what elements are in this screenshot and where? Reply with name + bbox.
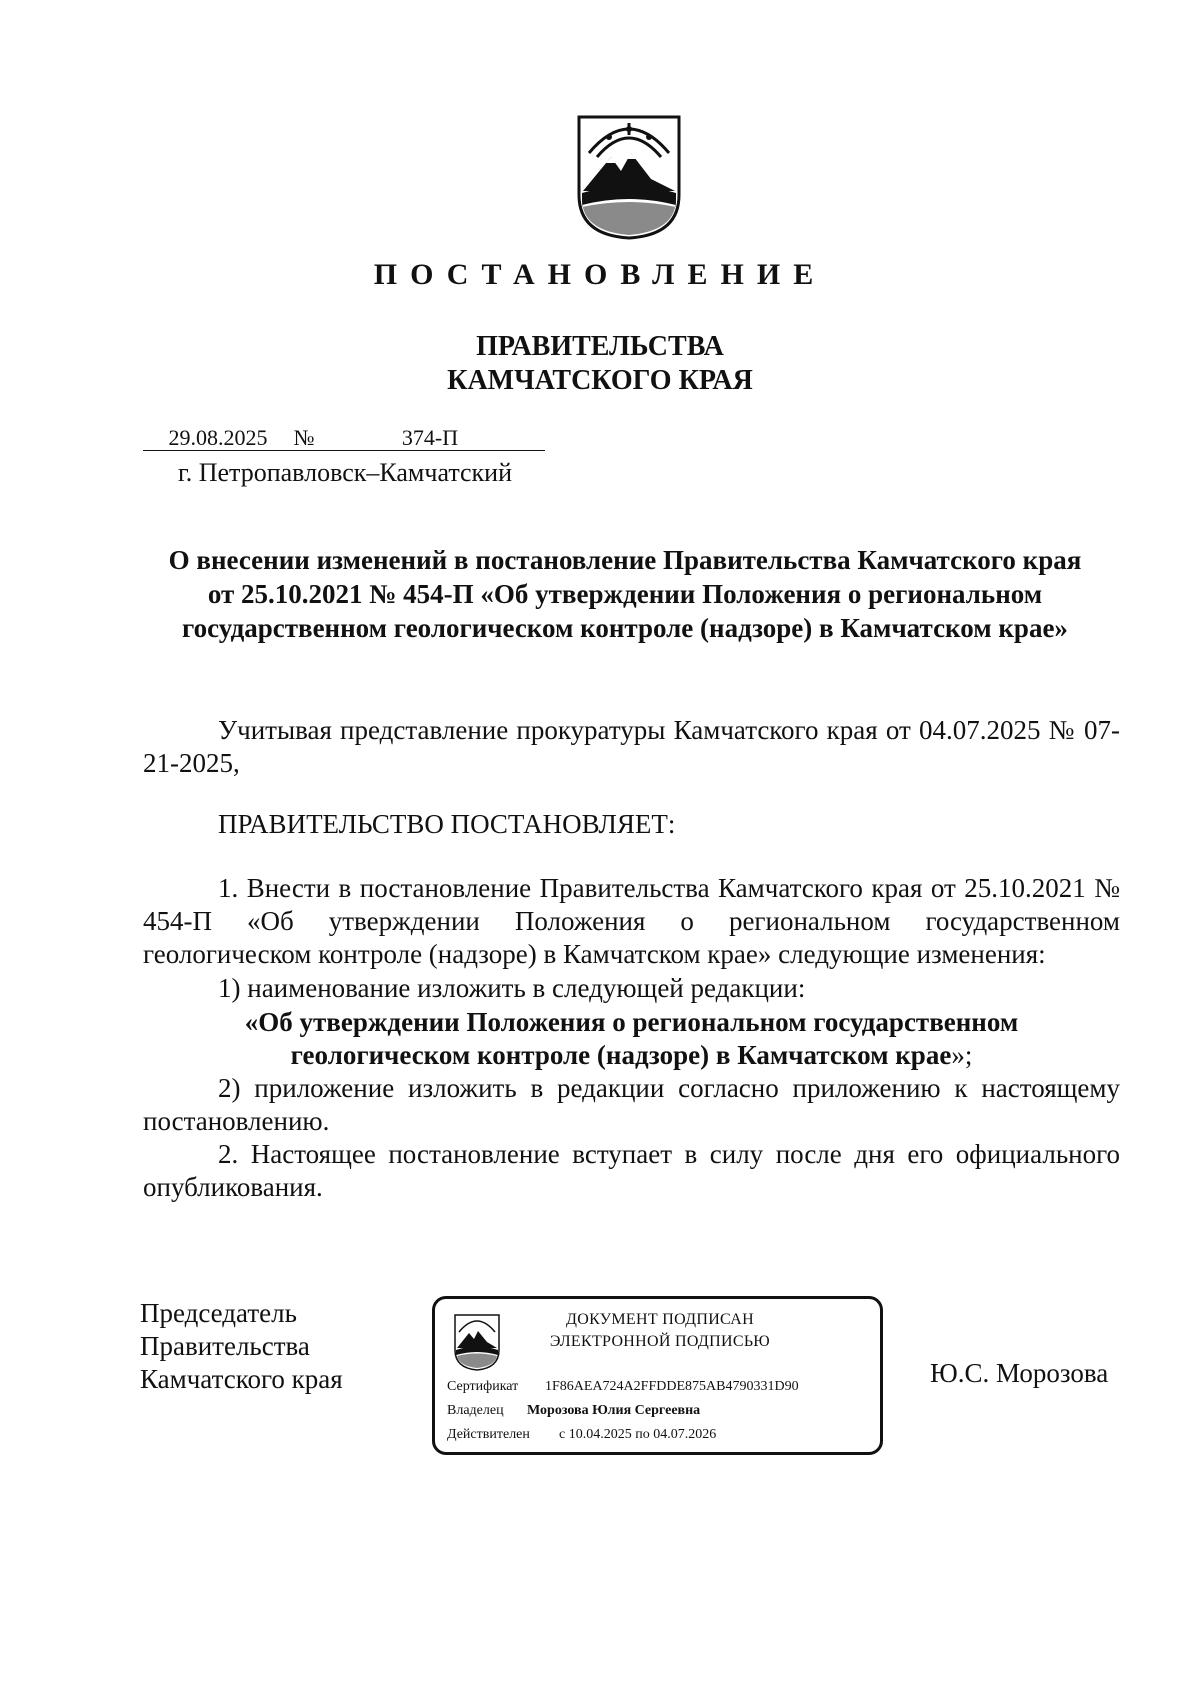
item-2: 2. Настоящее постановление вступает в силу после дня его официального опубликования. <box>143 1139 1120 1202</box>
position-line-3: Камчатского края <box>140 1364 343 1394</box>
new-title-end: »; <box>951 1040 973 1070</box>
signatory-position <box>140 1297 343 1396</box>
item-1-subitem-2: 2) приложение изложить в редакции согласно приложению к настоящему постановлению. <box>143 1073 1120 1136</box>
number-sign: № <box>293 425 315 450</box>
validity-label: Действителен <box>447 1427 530 1442</box>
stamp-heading-line-2: ЭЛЕКТРОННОЙ ПОДПИСЬЮ <box>549 1333 771 1350</box>
signatory-name: Ю.С. Морозова <box>930 1358 1109 1388</box>
item-1-subitem-1: 1) наименование изложить в следующей редакции: <box>218 973 806 1003</box>
owner-label: Владелец <box>447 1403 504 1418</box>
stamp-coat-of-arms-icon <box>453 1313 501 1371</box>
resolves-heading: ПРАВИТЕЛЬСТВО ПОСТАНОВЛЯЕТ: <box>218 809 676 839</box>
new-title-line-2: геологическом контроле (надзоре) в Камчатском крае <box>290 1040 952 1070</box>
item-1: 1. Внести в постановление Правительства Камчатского края от 25.10.2021 № 454-П «Об утверждении Положения о региональном государственном геологическом контроле (надзоре) в Камчатском крае» следующие изменения: <box>143 873 1120 969</box>
authority-line-2: КАМЧАТСКОГО КРАЯ <box>447 365 753 396</box>
authority-line-1: ПРАВИТЕЛЬСТВА <box>476 331 724 362</box>
certificate-row <box>447 1379 799 1395</box>
owner-row <box>447 1403 700 1419</box>
issuing-authority <box>0 330 1200 398</box>
registration-line <box>143 425 545 451</box>
stamp-heading-line-1: ДОКУМЕНТ ПОДПИСАН <box>566 1311 754 1328</box>
stamp-heading <box>515 1309 805 1353</box>
electronic-signature-stamp <box>432 1296 883 1455</box>
position-line-1: Председатель <box>140 1298 297 1328</box>
document-number: 374-П <box>315 426 545 451</box>
subject-line-3: государственном геологическом контроле (надзоре) в Камчатском крае» <box>182 613 1068 643</box>
preamble: Учитывая представление прокуратуры Камчатского края от 04.07.2025 № 07-21-2025, <box>143 715 1120 778</box>
new-title-line-1: «Об утверждении Положения о региональном государственном <box>244 1007 1019 1037</box>
city: г. Петропавловск–Камчатский <box>178 458 513 487</box>
validity-value: с 10.04.2025 по 04.07.2026 <box>559 1427 717 1442</box>
document-subject <box>130 543 1120 645</box>
position-line-2: Правительства <box>140 1331 310 1361</box>
certificate-value: 1F86AEA724A2FFDDE875AB4790331D90 <box>545 1379 799 1394</box>
validity-row <box>447 1427 716 1443</box>
subject-line-2: от 25.10.2021 № 454-П «Об утверждении Положения о региональном <box>207 579 1043 609</box>
coat-of-arms-icon <box>575 113 683 240</box>
new-title <box>143 1006 1120 1072</box>
subject-line-1: О внесении изменений в постановление Правительства Камчатского края <box>168 545 1082 575</box>
certificate-label: Сертификат <box>447 1379 519 1394</box>
document-date: 29.08.2025 <box>143 426 293 451</box>
owner-value: Морозова Юлия Сергеевна <box>527 1403 701 1418</box>
document-type-title: ПОСТАНОВЛЕНИЕ <box>373 258 827 291</box>
